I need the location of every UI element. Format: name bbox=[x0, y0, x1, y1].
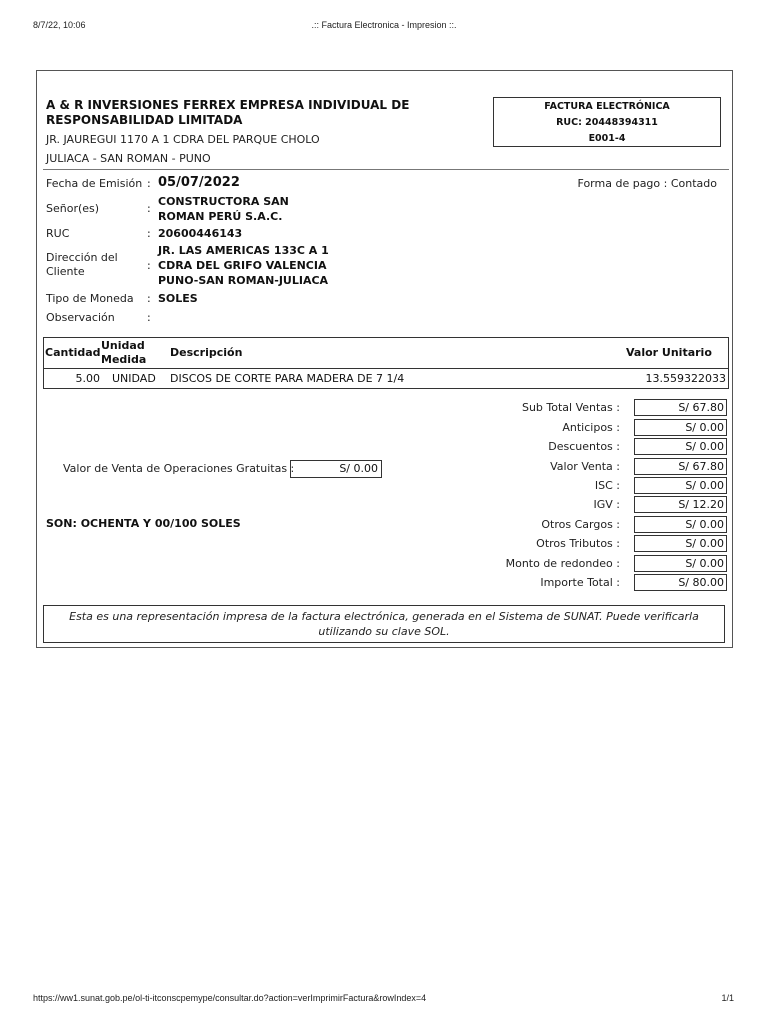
total-label-otros-cargos: Otros Cargos : bbox=[541, 518, 620, 531]
header-unidad: Unidad Medida bbox=[101, 339, 147, 366]
total-value-isc: S/ 0.00 bbox=[634, 477, 727, 494]
total-value-igv: S/ 12.20 bbox=[634, 496, 727, 513]
print-header bbox=[0, 20, 768, 32]
fecha-label: Fecha de Emisión bbox=[46, 177, 143, 190]
total-label-otros-tributos: Otros Tributos : bbox=[536, 537, 620, 550]
row-descripcion: DISCOS DE CORTE PARA MADERA DE 7 1/4 bbox=[170, 372, 405, 385]
senor-colon: : bbox=[147, 202, 151, 215]
header-divider bbox=[43, 169, 729, 170]
invoice bbox=[36, 70, 733, 648]
print-url: https://ww1.sunat.gob.pe/ol-ti-itconscpemype/consultar.do?action=verImprimirFactura&rowIndex=4 bbox=[33, 993, 427, 1003]
total-value-subtotal: S/ 67.80 bbox=[634, 399, 727, 416]
total-label-subtotal: Sub Total Ventas : bbox=[521, 401, 620, 414]
print-footer bbox=[0, 993, 768, 1005]
total-value-anticipos: S/ 0.00 bbox=[634, 419, 727, 436]
row-valor-unitario: 13.559322033 bbox=[645, 372, 726, 385]
forma-pago: Forma de pago : Contado bbox=[577, 177, 717, 190]
document-number: E001-4 bbox=[588, 133, 626, 144]
total-value-valor-venta: S/ 67.80 bbox=[634, 458, 727, 475]
total-value-redondeo: S/ 0.00 bbox=[634, 555, 727, 572]
observacion-label: Observación bbox=[46, 311, 115, 324]
total-label-isc: ISC : bbox=[594, 479, 620, 492]
print-page-number: 1/1 bbox=[721, 993, 734, 1003]
total-label-igv: IGV : bbox=[593, 498, 620, 511]
total-value-otros-cargos: S/ 0.00 bbox=[634, 516, 727, 533]
items-table-header bbox=[43, 337, 729, 369]
total-label-redondeo: Monto de redondeo : bbox=[505, 557, 620, 570]
total-label-valor-venta: Valor Venta : bbox=[550, 460, 620, 473]
issuer-location: JULIACA - SAN ROMAN - PUNO bbox=[46, 152, 211, 165]
moneda-value: SOLES bbox=[158, 292, 198, 305]
total-label-descuentos: Descuentos : bbox=[548, 440, 620, 453]
row-unidad: UNIDAD bbox=[112, 372, 156, 385]
gratuitas-value: S/ 0.00 bbox=[290, 460, 382, 478]
print-page-title: .:: Factura Electronica - Impresion ::. bbox=[311, 20, 457, 30]
fecha-colon: : bbox=[147, 177, 151, 190]
total-label-importe-total: Importe Total : bbox=[540, 576, 620, 589]
header-valor-unitario: Valor Unitario bbox=[626, 346, 712, 359]
total-value-importe-total: S/ 80.00 bbox=[634, 574, 727, 591]
total-value-otros-tributos: S/ 0.00 bbox=[634, 535, 727, 552]
ruc-value: 20600446143 bbox=[158, 227, 243, 240]
row-cantidad: 5.00 bbox=[75, 372, 100, 385]
document-box bbox=[493, 97, 721, 147]
amount-in-words: SON: OCHENTA Y 00/100 SOLES bbox=[46, 517, 241, 530]
sunat-notice: Esta es una representación impresa de la factura electrónica, generada en el Sistema de SUNAT. Puede verificarla utilizando su clave SOL. bbox=[43, 605, 725, 643]
gratuitas-label: Valor de Venta de Operaciones Gratuitas : bbox=[63, 462, 295, 475]
moneda-label: Tipo de Moneda bbox=[46, 292, 134, 305]
header-cantidad: Cantidad bbox=[45, 346, 101, 359]
senor-label: Señor(es) bbox=[46, 202, 100, 215]
table-row bbox=[43, 369, 729, 389]
document-type: FACTURA ELECTRÓNICA bbox=[544, 101, 670, 112]
senor-value: CONSTRUCTORA SAN ROMAN PERÚ S.A.C. bbox=[158, 195, 289, 223]
total-label-anticipos: Anticipos : bbox=[562, 421, 620, 434]
fecha-value: 05/07/2022 bbox=[158, 175, 240, 190]
issuer-address: JR. JAUREGUI 1170 A 1 CDRA DEL PARQUE CHOLO bbox=[46, 133, 320, 146]
moneda-colon: : bbox=[147, 292, 151, 305]
observacion-colon: : bbox=[147, 311, 151, 324]
direccion-colon: : bbox=[147, 259, 151, 272]
total-value-descuentos: S/ 0.00 bbox=[634, 438, 727, 455]
issuer-name: A & R INVERSIONES FERREX EMPRESA INDIVIDUAL DE RESPONSABILIDAD LIMITADA bbox=[46, 98, 410, 127]
document-ruc: RUC: 20448394311 bbox=[556, 117, 658, 128]
ruc-label: RUC bbox=[46, 227, 70, 240]
direccion-value: JR. LAS AMERICAS 133C A 1 CDRA DEL GRIFO VALENCIA PUNO-SAN ROMAN-JULIACA bbox=[158, 244, 329, 287]
header-descripcion: Descripción bbox=[170, 346, 243, 359]
print-datetime: 8/7/22, 10:06 bbox=[33, 20, 86, 30]
ruc-colon: : bbox=[147, 227, 151, 240]
direccion-label: Dirección del Cliente bbox=[46, 251, 118, 278]
